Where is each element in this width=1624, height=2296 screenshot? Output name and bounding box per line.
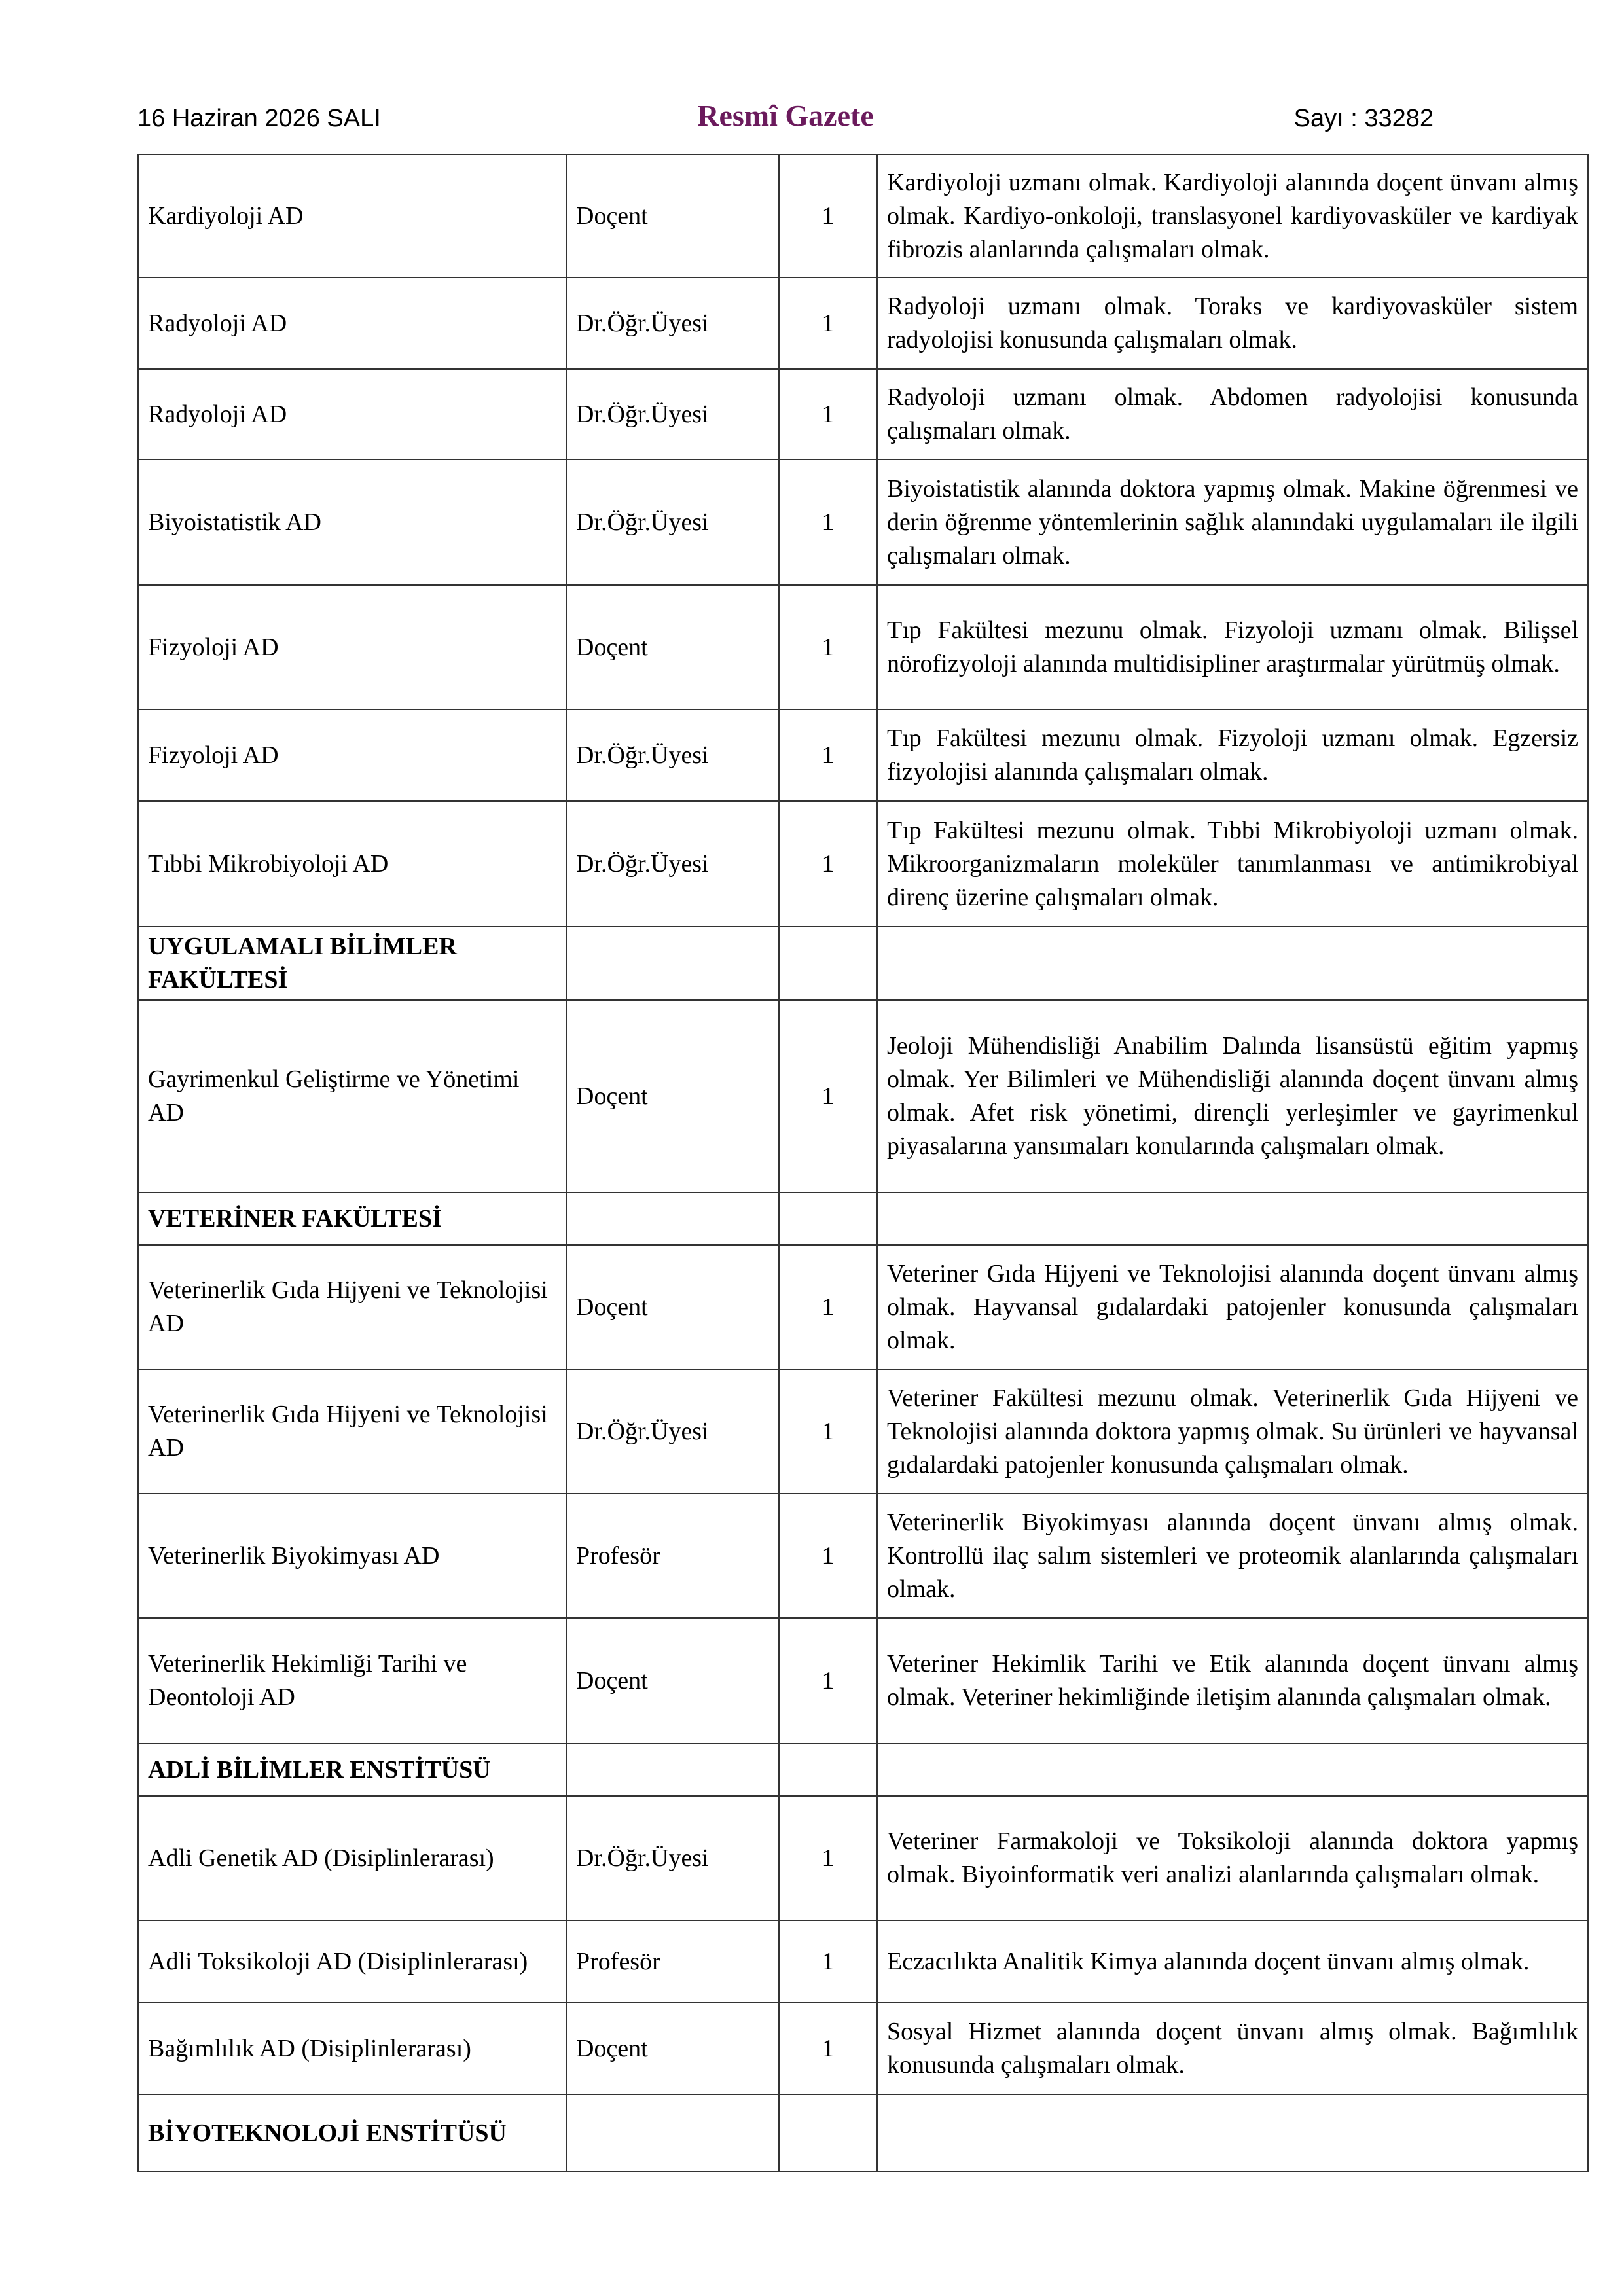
title-cell: Dr.Öğr.Üyesi — [566, 369, 779, 459]
requirement-cell: Veteriner Gıda Hijyeni ve Teknolojisi alanında doçent ünvanı almış olmak. Hayvansal gıdalardaki patojenler konusunda çalışmaları olmak. — [877, 1245, 1588, 1369]
table-row — [138, 2003, 1588, 2094]
empty-cell — [877, 1193, 1588, 1245]
requirement-cell: Veteriner Fakültesi mezunu olmak. Veterinerlik Gıda Hijyeni ve Teknolojisi alanında doktora yapmış olmak. Su ürünleri ve hayvansal gıdalardaki patojenler konusunda çalışmaları olmak. — [877, 1369, 1588, 1494]
requirement-cell: Tıp Fakültesi mezunu olmak. Tıbbi Mikrobiyoloji uzmanı olmak. Mikroorganizmaların moleküler tanımlanması ve antimikrobiyal direnç üzerine çalışmaları olmak. — [877, 801, 1588, 927]
table-row — [138, 154, 1588, 278]
table-row — [138, 1920, 1588, 2003]
section-row — [138, 2094, 1588, 2172]
unit-cell: Veterinerlik Gıda Hijyeni ve Teknolojisi AD — [138, 1369, 566, 1494]
header-issue-number: Sayı : 33282 — [1293, 105, 1434, 132]
empty-cell — [779, 2094, 877, 2172]
count-cell: 1 — [779, 459, 877, 585]
unit-cell: Veterinerlik Biyokimyası AD — [138, 1494, 566, 1618]
unit-cell: Kardiyoloji AD — [138, 154, 566, 278]
count-cell: 1 — [779, 369, 877, 459]
unit-cell: Adli Genetik AD (Disiplinlerarası) — [138, 1796, 566, 1920]
section-heading: BİYOTEKNOLOJİ ENSTİTÜSÜ — [138, 2094, 566, 2172]
table-row — [138, 1245, 1588, 1369]
unit-cell: Biyoistatistik AD — [138, 459, 566, 585]
title-cell: Doçent — [566, 154, 779, 278]
empty-cell — [566, 2094, 779, 2172]
count-cell: 1 — [779, 1369, 877, 1494]
table-row — [138, 459, 1588, 585]
section-row — [138, 927, 1588, 1000]
requirement-cell: Veteriner Hekimlik Tarihi ve Etik alanında doçent ünvanı almış olmak. Veteriner hekimliğinde iletişim alanında çalışmaları olmak. — [877, 1618, 1588, 1744]
count-cell: 1 — [779, 801, 877, 927]
empty-cell — [779, 1744, 877, 1796]
section-row — [138, 1744, 1588, 1796]
unit-cell: Adli Toksikoloji AD (Disiplinlerarası) — [138, 1920, 566, 2003]
empty-cell — [566, 1193, 779, 1245]
section-heading: UYGULAMALI BİLİMLER FAKÜLTESİ — [138, 927, 566, 1000]
title-cell: Dr.Öğr.Üyesi — [566, 1369, 779, 1494]
requirement-cell: Tıp Fakültesi mezunu olmak. Fizyoloji uzmanı olmak. Egzersiz fizyolojisi alanında çalışmaları olmak. — [877, 709, 1588, 801]
unit-cell: Veterinerlik Hekimliği Tarihi ve Deontoloji AD — [138, 1618, 566, 1744]
section-row — [138, 1193, 1588, 1245]
table-row — [138, 1494, 1588, 1618]
empty-cell — [779, 1193, 877, 1245]
count-cell: 1 — [779, 709, 877, 801]
unit-cell: Bağımlılık AD (Disiplinlerarası) — [138, 2003, 566, 2094]
count-cell: 1 — [779, 1796, 877, 1920]
count-cell: 1 — [779, 2003, 877, 2094]
table-row — [138, 1618, 1588, 1744]
unit-cell: Fizyoloji AD — [138, 585, 566, 709]
empty-cell — [877, 927, 1588, 1000]
empty-cell — [877, 1744, 1588, 1796]
unit-cell: Fizyoloji AD — [138, 709, 566, 801]
requirement-cell: Jeoloji Mühendisliği Anabilim Dalında lisansüstü eğitim yapmış olmak. Yer Bilimleri ve Mühendisliği alanında doçent ünvanı almış olmak. Afet risk yönetimi, dirençli yerleşimler ve gayrimenkul piyasalarına yansımaları konularında çalışmaları olmak. — [877, 1000, 1588, 1193]
title-cell: Doçent — [566, 1000, 779, 1193]
section-heading: ADLİ BİLİMLER ENSTİTÜSÜ — [138, 1744, 566, 1796]
count-cell: 1 — [779, 1494, 877, 1618]
header-title: Resmî Gazete — [697, 99, 874, 132]
requirement-cell: Veteriner Farmakoloji ve Toksikoloji alanında doktora yapmış olmak. Biyoinformatik veri analizi alanlarında çalışmaları olmak. — [877, 1796, 1588, 1920]
unit-cell: Gayrimenkul Geliştirme ve Yönetimi AD — [138, 1000, 566, 1193]
count-cell: 1 — [779, 278, 877, 369]
requirement-cell: Tıp Fakültesi mezunu olmak. Fizyoloji uzmanı olmak. Bilişsel nörofizyoloji alanında multidisipliner araştırmalar yürütmüş olmak. — [877, 585, 1588, 709]
count-cell: 1 — [779, 154, 877, 278]
table-row — [138, 709, 1588, 801]
requirement-cell: Biyoistatistik alanında doktora yapmış olmak. Makine öğrenmesi ve derin öğrenme yöntemlerinin sağlık alanındaki uygulamaları ile ilgili çalışmaları olmak. — [877, 459, 1588, 585]
table-row — [138, 369, 1588, 459]
table-row — [138, 1369, 1588, 1494]
title-cell: Doçent — [566, 2003, 779, 2094]
count-cell: 1 — [779, 1245, 877, 1369]
count-cell: 1 — [779, 1920, 877, 2003]
unit-cell: Tıbbi Mikrobiyoloji AD — [138, 801, 566, 927]
section-heading: VETERİNER FAKÜLTESİ — [138, 1193, 566, 1245]
table-row — [138, 801, 1588, 927]
title-cell: Dr.Öğr.Üyesi — [566, 709, 779, 801]
page-header — [137, 98, 1434, 144]
empty-cell — [779, 927, 877, 1000]
table-row — [138, 585, 1588, 709]
title-cell: Dr.Öğr.Üyesi — [566, 459, 779, 585]
title-cell: Profesör — [566, 1494, 779, 1618]
table-row — [138, 1000, 1588, 1193]
position-table — [137, 154, 1589, 2172]
title-cell: Dr.Öğr.Üyesi — [566, 278, 779, 369]
requirement-cell: Radyoloji uzmanı olmak. Abdomen radyolojisi konusunda çalışmaları olmak. — [877, 369, 1588, 459]
header-date: 16 Haziran 2026 SALI — [137, 105, 381, 132]
empty-cell — [566, 1744, 779, 1796]
requirement-cell: Veterinerlik Biyokimyası alanında doçent ünvanı almış olmak. Kontrollü ilaç salım sistemleri ve proteomik alanlarında çalışmaları olmak. — [877, 1494, 1588, 1618]
table-row — [138, 1796, 1588, 1920]
empty-cell — [566, 927, 779, 1000]
unit-cell: Veterinerlik Gıda Hijyeni ve Teknolojisi AD — [138, 1245, 566, 1369]
title-cell: Dr.Öğr.Üyesi — [566, 801, 779, 927]
requirement-cell: Sosyal Hizmet alanında doçent ünvanı almış olmak. Bağımlılık konusunda çalışmaları olmak. — [877, 2003, 1588, 2094]
requirement-cell: Kardiyoloji uzmanı olmak. Kardiyoloji alanında doçent ünvanı almış olmak. Kardiyo-onkoloji, translasyonel kardiyovasküler ve kardiyak fibrozis alanlarında çalışmaları olmak. — [877, 154, 1588, 278]
table-row — [138, 278, 1588, 369]
title-cell: Doçent — [566, 1618, 779, 1744]
title-cell: Profesör — [566, 1920, 779, 2003]
empty-cell — [877, 2094, 1588, 2172]
title-cell: Doçent — [566, 1245, 779, 1369]
unit-cell: Radyoloji AD — [138, 278, 566, 369]
unit-cell: Radyoloji AD — [138, 369, 566, 459]
title-cell: Dr.Öğr.Üyesi — [566, 1796, 779, 1920]
title-cell: Doçent — [566, 585, 779, 709]
count-cell: 1 — [779, 585, 877, 709]
count-cell: 1 — [779, 1000, 877, 1193]
requirement-cell: Radyoloji uzmanı olmak. Toraks ve kardiyovasküler sistem radyolojisi konusunda çalışmaları olmak. — [877, 278, 1588, 369]
count-cell: 1 — [779, 1618, 877, 1744]
requirement-cell: Eczacılıkta Analitik Kimya alanında doçent ünvanı almış olmak. — [877, 1920, 1588, 2003]
